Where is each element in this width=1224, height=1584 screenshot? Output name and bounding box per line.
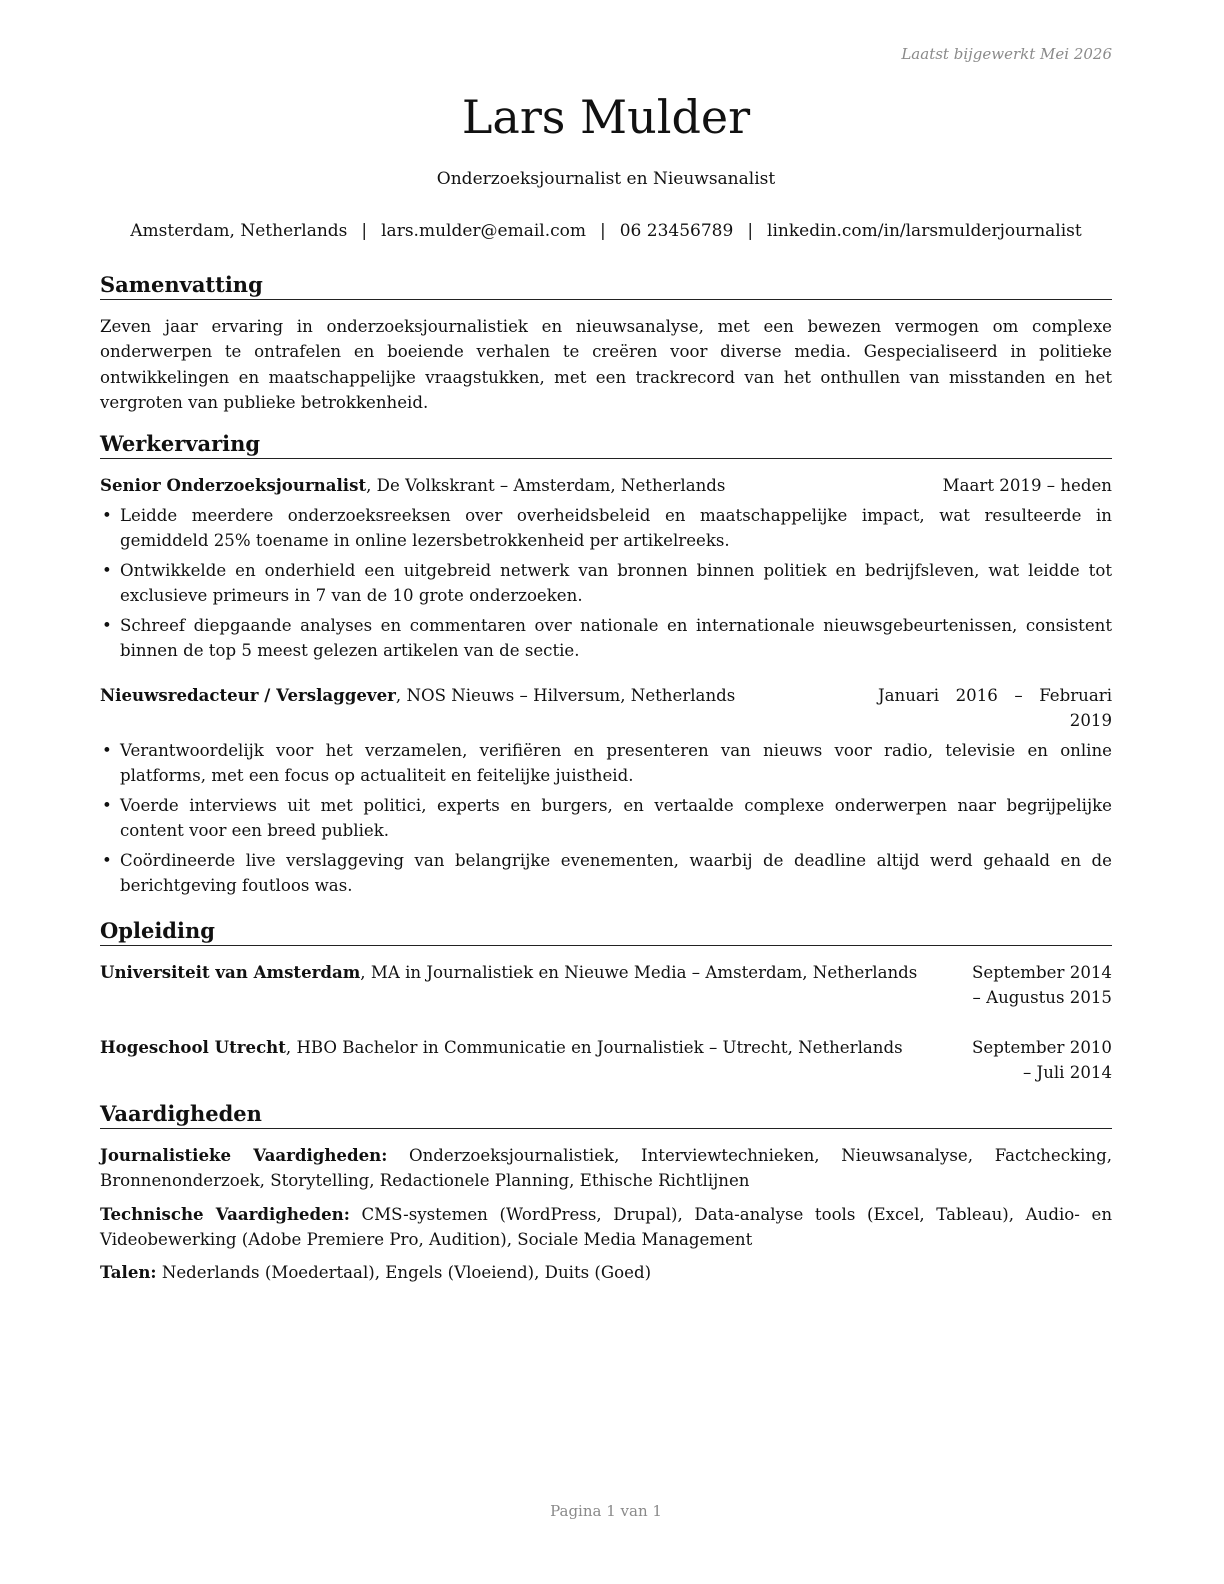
job-header — [100, 473, 1112, 498]
section-title-education: Opleiding — [100, 917, 1112, 946]
section-title-experience: Werkervaring — [100, 430, 1112, 459]
contact-separator: | — [747, 221, 754, 241]
job-role: Nieuwsredacteur / Verslaggever — [100, 684, 396, 705]
job-header — [100, 683, 1112, 734]
education-section — [100, 917, 1112, 1085]
skill-label: Talen: — [100, 1262, 157, 1283]
bullet-text: Coördineerde live verslaggeving van belangrijke evenementen, waarbij de deadline altijd werd gehaald en de berichtgeving foutloos was. — [120, 850, 1112, 896]
skill-value: Onderzoeksjournalistiek, Interviewtechnieken, Nieuwsanalyse, Factchecking, Bronnenonderzoek, Storytelling, Redactionele Planning, Ethische Richtlijnen — [100, 1146, 1112, 1191]
job-bullets — [100, 738, 1112, 899]
bullet-icon: • — [102, 850, 112, 870]
skill-group — [100, 1202, 1112, 1253]
contact-line — [100, 219, 1112, 243]
job-organization: , De Volkskrant – Amsterdam, Netherlands — [366, 476, 726, 495]
job-entry — [100, 683, 1112, 899]
job-title-line — [100, 473, 931, 498]
job-bullets — [100, 503, 1112, 664]
experience-section — [100, 430, 1112, 898]
skill-value: Nederlands (Moedertaal), Engels (Vloeiend), Duits (Goed) — [156, 1263, 652, 1283]
bullet-text: Verantwoordelijk voor het verzamelen, verifiëren en presenteren van nieuws voor radio, televisie en online platforms, met een focus op actualiteit en feitelijke juistheid. — [120, 740, 1112, 785]
bullet-icon: • — [102, 505, 112, 525]
bullet-icon: • — [102, 740, 112, 760]
skill-value: CMS-systemen (WordPress, Drupal), Data-analyse tools (Excel, Tableau), Audio- en Videobewerking (Adobe Premiere Pro, Audition), Sociale Media Management — [100, 1204, 1113, 1249]
list-item — [100, 503, 1112, 554]
contact-linkedin[interactable]: linkedin.com/in/larsmulderjournalist — [767, 221, 1082, 241]
candidate-name: Lars Mulder — [461, 90, 751, 144]
contact-email[interactable]: lars.mulder@email.com — [381, 221, 586, 241]
list-item — [100, 558, 1112, 609]
contact-phone: 06 23456789 — [619, 221, 734, 241]
education-dates: September 2010 – Juli 2014 — [972, 1037, 1112, 1082]
job-dates: Januari 2016 – Februari 2019 — [878, 685, 1112, 730]
bullet-text: Schreef diepgaande analyses en commentaren over nationale en internationale nieuwsgebeurtenissen, consistent binnen de top 5 meest gelezen artikelen van de sectie. — [120, 615, 1112, 661]
skill-label: Technische Vaardigheden: — [100, 1203, 350, 1224]
list-item — [100, 848, 1112, 899]
education-entry — [100, 960, 1112, 1011]
contact-separator: | — [361, 221, 368, 241]
bullet-text: Voerde interviews uit met politici, experts en burgers, en vertaalde complexe onderwerpen naar begrijpelijke content voor een breed publiek. — [120, 795, 1112, 841]
bullet-icon: • — [102, 615, 112, 635]
education-detail: , HBO Bachelor in Communicatie en Journalistiek – Utrecht, Netherlands — [285, 1037, 903, 1057]
summary-text: Zeven jaar ervaring in onderzoeksjournalistiek en nieuwsanalyse, met een bewezen vermogen om complexe onderwerpen te ontrafelen en boeiende verhalen te creëren voor diverse media. Gespecialiseerd in politieke ontwikkelingen en maatschappelijke vraagstukken, met een trackrecord van het onthullen van misstanden en het vergroten van publieke betrokkenheid. — [100, 317, 1112, 412]
section-title-skills: Vaardigheden — [100, 1100, 1112, 1129]
skill-group — [100, 1143, 1112, 1194]
education-detail: , MA in Journalistiek en Nieuwe Media – Amsterdam, Netherlands — [360, 963, 918, 982]
list-item — [100, 738, 1112, 789]
page-number: Pagina 1 van 1 — [550, 1502, 662, 1520]
skill-label: Journalistieke Vaardigheden: — [100, 1145, 388, 1165]
education-dates: September 2014 – Augustus 2015 — [972, 963, 1112, 1008]
section-title-summary: Samenvatting — [100, 271, 1112, 300]
education-school: Universiteit van Amsterdam — [100, 962, 361, 982]
skills-section — [100, 1100, 1112, 1285]
education-entry — [100, 1035, 1112, 1086]
skill-group — [100, 1260, 1112, 1285]
job-dates: Maart 2019 – heden — [942, 476, 1112, 495]
education-title-line — [100, 960, 960, 985]
education-title-line — [100, 1035, 960, 1060]
contact-separator: | — [600, 221, 606, 241]
job-role: Senior Onderzoeksjournalist — [100, 475, 367, 495]
bullet-text: Leidde meerdere onderzoeksreeksen over overheidsbeleid en maatschappelijke impact, wat resulteerde in gemiddeld 25% toename in online lezersbetrokkenheid per artikelreeks. — [120, 505, 1112, 551]
contact-location: Amsterdam, Netherlands — [130, 221, 348, 241]
list-item — [100, 793, 1112, 844]
resume-page — [100, 0, 1112, 1584]
job-title-line — [100, 683, 866, 708]
bullet-icon: • — [102, 795, 112, 815]
bullet-text: Ontwikkelde en onderhield een uitgebreid netwerk van bronnen binnen politiek en bedrijfsleven, wat leidde tot exclusieve primeurs in 7 van de 10 grote onderzoeken. — [120, 560, 1112, 606]
job-entry — [100, 473, 1112, 664]
list-item — [100, 613, 1112, 664]
job-organization: , NOS Nieuws – Hilversum, Netherlands — [395, 685, 736, 705]
headline: Onderzoeksjournalist en Nieuwsanalist — [436, 169, 776, 189]
education-school: Hogeschool Utrecht — [100, 1036, 286, 1057]
bullet-icon: • — [102, 560, 112, 580]
summary-section — [100, 271, 1112, 415]
last-updated: Laatst bijgewerkt Mei 2026 — [901, 45, 1112, 63]
